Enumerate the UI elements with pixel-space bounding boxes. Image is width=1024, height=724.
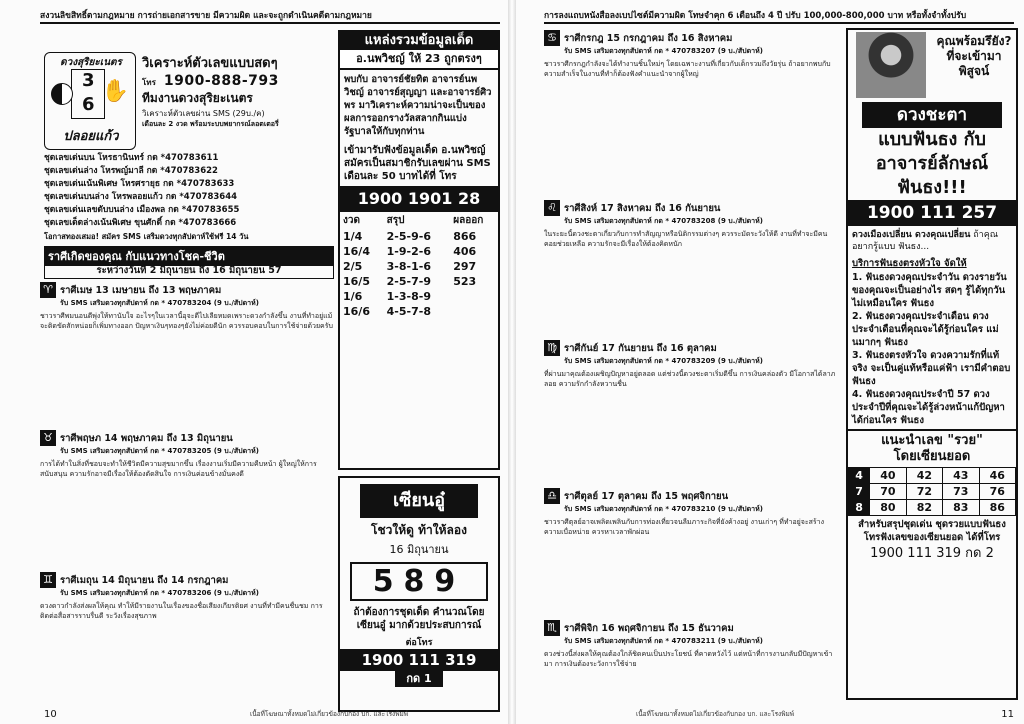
ad-title-4: ฟันธง!!! (897, 177, 967, 198)
zodiac-sms-code: รับ SMS เสริมดวงทุกสัปดาห์ กด * 470783211 (9 บ./สัปดาห์) (564, 637, 763, 645)
zodiac-entry-leo (544, 200, 840, 349)
left-page-number: 10 (44, 709, 57, 720)
zodiac-sms-code: รับ SMS เสริมดวงทุกสัปดาห์ กด * 470783206 (9 บ./สัปดาห์) (60, 589, 259, 597)
zodiac-sms-code: รับ SMS เสริมดวงทุกสัปดาห์ กด * 470783210 (9 บ./สัปดาห์) (564, 505, 763, 513)
zodiac-sms-code: รับ SMS เสริมดวงทุกสัปดาห์ กด * 470783205 (9 บ./สัปดาห์) (60, 447, 259, 455)
suriyanet-logo (44, 52, 136, 150)
logo-number-grid (71, 69, 105, 119)
lucky-number-table (848, 467, 1016, 516)
scorpio-icon: ♏ (544, 620, 560, 636)
service-item: ชุดเลขเด่นบนล่าง โหรพลอยแก้ว กด *470783644 (44, 192, 238, 202)
table-header: งวด (343, 215, 360, 226)
service-item: ชุดเลขเด่นบน โหรธานินทร์ กด *470783611 (44, 153, 219, 163)
service-item: ชุดเลขเด่นล่าง โหรพญ์มาลี กด *470783622 (44, 166, 218, 176)
ad-list-head: บริการฟันธงตรงหัวใจ จัดให้ (852, 258, 967, 269)
promo-title: วิเคราะห์ตัวเลขแบบสดๆ (142, 56, 278, 71)
logo-signature: ปลอยแก้ว (63, 129, 119, 144)
ad-title-1: ดวงชะตา (862, 102, 1002, 128)
table-header: ผลออก (453, 215, 484, 226)
service-item: ชุดเลขเด็ดล่างเน้นพิเศษ ขุนศักดิ์ กด *470783666 (44, 218, 237, 228)
left-page (0, 0, 508, 724)
table-row: 7 70 72 73 76 (849, 484, 1016, 500)
ad-phone[interactable]: 1900 111 257 (848, 200, 1016, 226)
table-row: 2/5 3-8-1-6 297 (343, 260, 477, 273)
right-footer-note: เนื้อที่โฆษณาทั้งหมดไม่เกี่ยวข้องกับกอง บก. และโรงพิมพ์ (636, 710, 795, 718)
ad-service-item: 2. ฟันธงดวงคุณประจำเดือน ดวงประจำเดือนที่คุณจะได้รู้ก่อนใคร แม่นมากๆ ฟันธง (852, 311, 999, 348)
zodiac-heading: ราศีเมษ 13 เมษายน ถึง 13 พฤษภาคม (60, 284, 222, 296)
napawit-ad-subhead: อ.นพวิชญ์ ให้ 23 ถูกตรงๆ (340, 50, 498, 70)
ad-question: คุณพร้อมรึยัง? ที่จะเข้ามาพิสูจน์ (936, 34, 1012, 78)
sian-u-number: 589 (350, 562, 488, 601)
lak-fanthong-ad (846, 28, 1018, 700)
table-row: 1/6 1-3-8-9 (343, 290, 431, 303)
ad-intro-text: ถ้าคุณอยากรู้แบบ ฟันธง... (852, 230, 999, 252)
zodiac-entry-scorpio (544, 620, 840, 705)
left-header-rule (40, 22, 500, 24)
zodiac-sms-code: รับ SMS เสริมดวงทุกสัปดาห์ กด * 470783204 (9 บ./สัปดาห์) (60, 299, 259, 307)
promo-schedule: เดือนละ 2 งวด พร้อมระบบพยากรณ์ลอตเตอรี่ (142, 120, 279, 128)
gemini-icon: ♊ (40, 572, 56, 588)
aries-icon: ♈ (40, 282, 56, 298)
zodiac-heading: ราศีกันย์ 17 กันยายน ถึง 16 ตุลาคม (564, 342, 717, 354)
zodiac-sms-code: รับ SMS เสริมดวงทุกสัปดาห์ กด * 470783207 (9 บ./สัปดาห์) (564, 47, 763, 55)
logo-number-bottom: 6 (82, 94, 95, 115)
leo-icon: ♌ (544, 200, 560, 216)
logo-title: ดวงสุริยะเนตร (60, 57, 122, 68)
left-copyright-notice: สงวนลิขสิทธิ์ตามกฎหมาย การถ่ายเอกสารขาย มีความผิด และจะถูกดำเนินคดีตามกฎหมาย (40, 11, 372, 21)
zodiac-body: ชาวราศีกรกฎกำลังจะได้ทำงานชิ้นใหม่ๆ โดยเฉพาะงานที่เกี่ยวกับเด็กรวมถึงวัยรุ่น ถ้าอยากพบกับความสำเร็จในงานที่ทำก็ต้องฟังคำแนะนำจากผู้ใหญ่ (544, 60, 831, 78)
ad-service-list (848, 271, 1016, 427)
zodiac-sms-code: รับ SMS เสริมดวงทุกสัปดาห์ กด * 470783209 (9 บ./สัปดาห์) (564, 357, 763, 365)
zodiac-body: ดวงดาวกำลังส่งผลให้คุณ ทำให้มีรายงานในเรื่องของชื่อเสียงเกียรติยศ งานที่ทำมีคนชื่นชม การติดต่อสื่อสารราบรื่นดี ระวังเรื่องสุขภาพ (40, 602, 323, 620)
promo-team: ทีมงานดวงสุริยะเนตร (142, 91, 253, 105)
table-row: 8 80 82 83 86 (849, 500, 1016, 516)
ad-title-2: แบบฟันธง กับ (878, 129, 986, 150)
zodiac-sms-code: รับ SMS เสริมดวงทุกสัปดาห์ กด * 470783208 (9 บ./สัปดาห์) (564, 217, 763, 225)
napawit-ad-head: แหล่งรวมข้อมูลเด็ด (340, 32, 498, 50)
zodiac-period: ระหว่างวันที่ 2 มิถุนายน ถึง 16 มิถุนายน 57 (44, 262, 334, 279)
sian-u-press: กด 1 (395, 671, 443, 687)
lucky-phone[interactable]: 1900 111 319 กด 2 (870, 546, 994, 561)
ad-service-item: 4. ฟันธงดวงคุณประจำปี 57 ดวงประจำปีที่คุณจะได้รู้ล่วงหน้าแก้ปัญหาได้ก่อนใคร ฟันธง (852, 389, 1005, 426)
suriyanet-promo (142, 52, 334, 129)
sian-u-ad (338, 476, 500, 712)
astrologer-photo (856, 32, 926, 98)
table-row: 4 40 42 43 46 (849, 468, 1016, 484)
zodiac-body: ดวงช่วงนี้ส่งผลให้คุณต้องใกล้ชิดคนเป็นประโยชน์ ที่คาดหวังไว้ แต่หน้าที่การงานกลับมีปัญหาเข้ามา การเงินต้องระวังการใช้จ่าย (544, 650, 833, 668)
zodiac-section-banner: ราศีเกิดของคุณ กับแนวทางโชค-ชีวิต (44, 246, 334, 266)
napawit-results-table (340, 212, 498, 319)
sian-u-head: เซียนอู๋ (360, 484, 478, 518)
cancer-icon: ♋ (544, 30, 560, 46)
libra-icon: ♎ (544, 488, 560, 504)
palm-hand-icon: ✋ (101, 79, 129, 104)
lucky-title (848, 429, 1016, 467)
sian-u-phone[interactable]: 1900 111 319 (340, 649, 498, 671)
ad-service-item: 3. ฟันธงตรงหัวใจ ดวงความรักที่แท้จริง จะเป็นคู่แท้หรือแค่ฟ้า เรามีคำตอบ ฟันธง (852, 350, 1011, 387)
logo-number-top: 3 (82, 70, 95, 91)
right-page-number: 11 (1001, 709, 1014, 720)
taurus-icon: ♉ (40, 430, 56, 446)
zodiac-heading: ราศีพฤษภ 14 พฤษภาคม ถึง 13 มิถุนายน (60, 432, 233, 444)
zodiac-entry-virgo (544, 340, 840, 495)
zodiac-heading: ราศีกรกฎ 15 กรกฎาคม ถึง 16 สิงหาคม (564, 32, 733, 44)
zodiac-entry-taurus (40, 430, 334, 579)
lucky-title-1: แนะนำเลข "รวย" (881, 433, 983, 448)
napawit-ad-phone[interactable]: 1900 1901 28 (340, 186, 498, 212)
ad-header-block (848, 30, 1016, 102)
service-item: ชุดเลขเด่นเลขดับบนล่าง เมืองพล กด *470783655 (44, 205, 240, 215)
zodiac-entry-cancer (544, 30, 840, 199)
left-footer-note: เนื้อที่โฆษณาทั้งหมดไม่เกี่ยวข้องกับกอง บก. และโรงพิมพ์ (250, 710, 409, 718)
zodiac-heading: ราศีสิงห์ 17 สิงหาคม ถึง 16 กันยายน (564, 202, 721, 214)
sian-u-date: 16 มิถุนายน (389, 543, 449, 556)
promo-phone[interactable]: 1900-888-793 (163, 73, 279, 89)
lucky-summary: สำหรับสรุปชุดเด่น ชุดรวยแบบฟันธง โทรฟังเลขของเซียนยอด ได้ที่โทร (858, 519, 1006, 543)
service-list (44, 152, 334, 243)
napawit-ad-text: พบกับ อาจารย์ชัยทิต อาจารย์นพวิชญ์ อาจารย์สุญญา และอาจารย์ศิวพร มาวิเคราะห์ความน่าจะเป็นของผลการออกรางวัลสลากกินแบ่งรัฐบาลให้กับทุกท่าน (344, 74, 492, 137)
service-note: โอกาสทองเสมอ! สมัคร SMS เสริมดวงทุกสัปดาห์ใช้ฟรี 14 วัน (44, 232, 249, 241)
right-header-rule (544, 22, 1014, 24)
book-gutter (508, 0, 516, 724)
table-row: 16/4 1-9-2-6 406 (343, 245, 477, 258)
napawit-ad (338, 30, 500, 470)
zodiac-body: การได้ทำในสิ่งที่ชอบจะทำให้ชีวิตมีความสุขมากขึ้น เรื่องงานเริ่มมีความคืบหน้า ผู้ใหญ่ให้การสนับสนุน ความรักอาจมีเรื่องให้ต้องตัดสินใจ การเงินค่อนข้างมั่นคงดี (40, 460, 317, 478)
zodiac-body: ในระยะนี้ดวงชะตาเกี่ยวกับการทำสัญญาหรือนิติกรรมต่างๆ ควรระมัดระวังให้ดี งานที่ทำจะมีคนคอยช่วยเหลือ ความรักจะมีเรื่องให้ต้องคิดหนัก (544, 230, 828, 248)
virgo-icon: ♍ (544, 340, 560, 356)
ad-title-3: อาจารย์ลักษณ์ (875, 153, 989, 174)
zodiac-entry-aries (40, 282, 334, 439)
zodiac-heading: ราศีเมถุน 14 มิถุนายน ถึง 14 กรกฎาคม (60, 574, 229, 586)
service-item: ชุดเลขเด่นเน้นพิเศษ โหรศรายุธ กด *470783633 (44, 179, 235, 189)
zodiac-heading: ราศีพิจิก 16 พฤศจิกายน ถึง 15 ธันวาคม (564, 622, 734, 634)
sian-u-slogan: โชวให้ดู ท้าให้ลอง (371, 523, 467, 537)
zodiac-body: ที่ผ่านมาคุณต้องเผชิญปัญหาอยู่ตลอด แต่ช่วงนี้ดวงชะตาเริ่มดีขึ้น การเงินคล่องตัว มีโอกาสได้ลาภลอย ความรักกำลังหวานชื่น (544, 370, 836, 388)
napawit-ad-cta: เข้ามารับฟังข้อมูลเด็ด อ.นพวิชญ์ สมัครเป็นสมาชิกรับเลขผ่าน SMS เดือนละ 50 บาทได้ที่ โทร (344, 145, 491, 182)
zodiac-body: ชาวราศีตุลย์อาจเพลิดเพลินกับการท่องเที่ยวจนลืมภาระกิจที่ยังค้างอยู่ งานเก่าๆ ที่ทำอยู่จะสร้างความเบื่อหน่าย ควรหาเวลาพักผ่อน (544, 518, 825, 536)
promo-phone-prefix: โทร (142, 78, 156, 87)
ad-service-item: 1. ฟันธงดวงคุณประจำวัน ดวงรายวันของคุณจะเป็นอย่างไร สดๆ รู้ได้ทุกวัน ไม่เหมือนใคร ฟันธง (852, 272, 1007, 309)
table-header: สรุป (386, 215, 405, 226)
table-row: 16/5 2-5-7-9 523 (343, 275, 477, 288)
zodiac-heading: ราศีตุลย์ 17 ตุลาคม ถึง 15 พฤศจิกายน (564, 490, 729, 502)
zodiac-body: ชาวราศีพมนอนดีพุ่งให้ทานับใจ อะไรๆในเวลานี้อุจะดีไปเลียหมดเพราะดวงกำลังขึ้น งานที่ทำอยู่แม้จะติดขัดสักหน่อยก็เพิ่มทางออก ปัญหาเงินๆทองๆยังไม่ค่อยดีนัก ควรรอบคอบในการใช้จ่ายด้วยครับ (40, 312, 333, 330)
sian-u-text: ถ้าต้องการชุดเด็ด คำนวณโดยเซียนอู๋ มากด้วยประสบการณ์ (353, 607, 485, 631)
right-copyright-notice: การลงแถบหนังสือลงเบปไซต์มีความผิด โทษจำคุก 6 เดือนถึง 4 ปี ปรับ 100,000-800,000 บาท หรือทั้งจำทั้งปรับ (544, 11, 967, 21)
zodiac-entry-gemini (40, 572, 334, 711)
table-row: 1/4 2-5-9-6 866 (343, 230, 477, 243)
ad-intro (848, 226, 1016, 256)
table-row: 16/6 4-5-7-8 (343, 305, 431, 318)
yin-yang-icon (51, 83, 73, 105)
lucky-title-2: โดยเซียนยอด (893, 449, 971, 464)
promo-sms-note: วิเคราะห์ตัวเลขผ่าน SMS (29บ./ค) (142, 109, 265, 118)
right-page (516, 0, 1024, 724)
sian-u-call: ต่อโทร (405, 638, 433, 648)
ad-intro-bold: ดวงเมืองเปลี่ยน ดวงคุณเปลี่ยน (852, 230, 971, 240)
zodiac-entry-libra (544, 488, 840, 621)
